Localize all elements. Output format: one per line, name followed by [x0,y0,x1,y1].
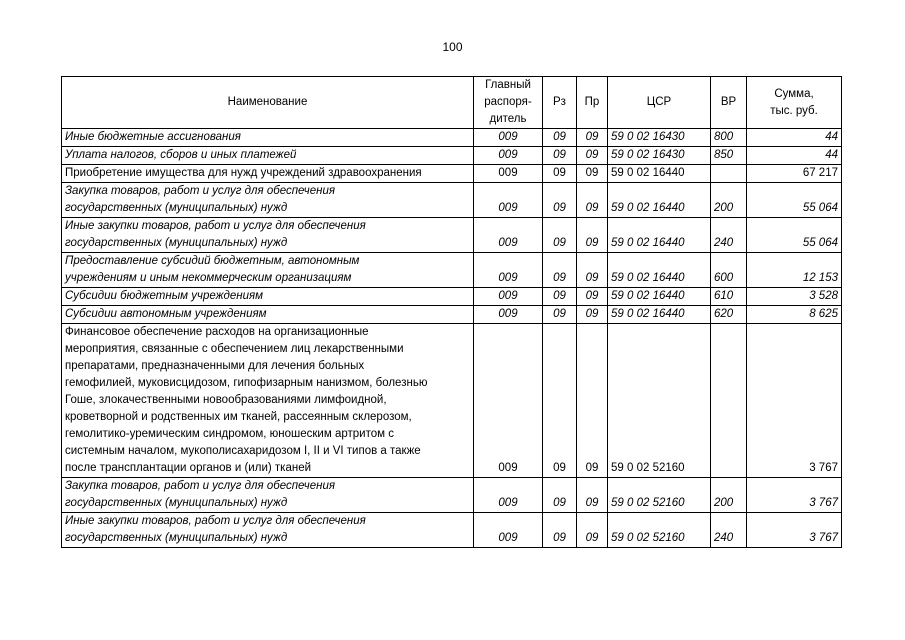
cell-sum: 55 064 [747,183,842,218]
cell-name-line: Закупка товаров, работ и услуг для обеспечения [65,480,336,492]
table-row [62,513,842,548]
cell-name-line: Предоставление субсидий бюджетным, автономным [65,255,360,267]
table-header-row [62,77,842,129]
cell-sum: 3 767 [747,324,842,478]
cell-csr: 59 0 02 52160 [608,478,711,513]
cell-name-line: гемофилией, муковисцидозом, гипофизарным нанизмом, болезнью [65,377,428,389]
table-row [62,218,842,253]
cell-vr: 240 [711,513,747,548]
cell-name [62,513,474,548]
table-row [62,165,842,183]
cell-rz: 09 [543,165,577,183]
table-row [62,129,842,147]
cell-sum: 44 [747,129,842,147]
cell-rz: 09 [543,147,577,165]
cell-csr: 59 0 02 16440 [608,183,711,218]
cell-csr: 59 0 02 16440 [608,165,711,183]
table-row [62,147,842,165]
cell-csr: 59 0 02 16430 [608,147,711,165]
table-row [62,306,842,324]
cell-name-line: Иные закупки товаров, работ и услуг для обеспечения [65,515,366,527]
cell-pr: 09 [577,129,608,147]
cell-pr: 09 [577,253,608,288]
header-glavny-line: Главный [485,79,531,91]
cell-csr: 59 0 02 16440 [608,253,711,288]
cell-rz: 09 [543,513,577,548]
cell-rz: 09 [543,306,577,324]
cell-sum: 55 064 [747,218,842,253]
cell-vr: 600 [711,253,747,288]
cell-vr: 200 [711,183,747,218]
cell-csr: 59 0 02 52160 [608,513,711,548]
cell-csr: 59 0 02 16440 [608,306,711,324]
cell-name-line: Иные бюджетные ассигнования [65,131,241,143]
cell-name [62,218,474,253]
cell-name [62,165,474,183]
cell-name-line: системным началом, мукополисахаридозом I, II и VI типов а также [65,445,421,457]
cell-rz: 09 [543,288,577,306]
cell-csr: 59 0 02 16440 [608,288,711,306]
cell-rz: 09 [543,183,577,218]
cell-name-line: Гоше, злокачественными новообразованиями лимфоидной, [65,394,387,406]
cell-glavny: 009 [474,513,543,548]
cell-vr [711,324,747,478]
cell-pr: 09 [577,324,608,478]
cell-name-line: Уплата налогов, сборов и иных платежей [65,149,297,161]
cell-glavny: 009 [474,147,543,165]
table-row [62,183,842,218]
cell-vr: 850 [711,147,747,165]
cell-rz: 09 [543,253,577,288]
cell-name-line: гемолитико-уремическим синдромом, юношеским артритом с [65,428,394,440]
cell-name-line: Иные закупки товаров, работ и услуг для обеспечения [65,220,366,232]
cell-csr: 59 0 02 16430 [608,129,711,147]
cell-sum: 67 217 [747,165,842,183]
cell-pr: 09 [577,218,608,253]
header-summa-line: Сумма, [774,87,814,100]
header-glavny-line: дитель [489,113,527,125]
header-glavny-line: распоря- [484,96,532,108]
cell-rz: 09 [543,129,577,147]
cell-pr: 09 [577,513,608,548]
cell-name [62,129,474,147]
cell-rz: 09 [543,218,577,253]
table-body [62,129,842,548]
table-row [62,324,842,478]
cell-name [62,324,474,478]
cell-name-line: учреждениям и иным некоммерческим организациям [65,272,352,284]
cell-csr: 59 0 02 16440 [608,218,711,253]
cell-glavny: 009 [474,324,543,478]
cell-glavny: 009 [474,218,543,253]
cell-sum: 44 [747,147,842,165]
cell-name-line: Финансовое обеспечение расходов на организационные [65,326,369,338]
cell-name-line: государственных (муниципальных) нужд [65,237,288,249]
header-vr: ВР [711,77,747,129]
cell-sum: 3 767 [747,478,842,513]
cell-vr: 200 [711,478,747,513]
cell-sum: 3 767 [747,513,842,548]
cell-vr: 240 [711,218,747,253]
header-name: Наименование [62,77,474,129]
cell-csr: 59 0 02 52160 [608,324,711,478]
cell-name [62,183,474,218]
header-summa-line: тыс. руб. [770,104,818,117]
header-pr: Пр [577,77,608,129]
budget-table [61,76,842,548]
cell-name-line: Субсидии автономным учреждениям [65,308,267,320]
header-csr: ЦСР [608,77,711,129]
cell-name [62,147,474,165]
cell-pr: 09 [577,306,608,324]
cell-name-line: государственных (муниципальных) нужд [65,532,288,544]
cell-vr [711,165,747,183]
cell-pr: 09 [577,147,608,165]
cell-name [62,478,474,513]
cell-name [62,288,474,306]
cell-sum: 3 528 [747,288,842,306]
cell-name-line: Приобретение имущества для нужд учреждений здравоохранения [65,167,422,179]
header-rz: Рз [543,77,577,129]
table-row [62,288,842,306]
cell-name-line: препаратами, предназначенными для лечения больных [65,360,365,372]
cell-glavny: 009 [474,165,543,183]
cell-rz: 09 [543,324,577,478]
cell-glavny: 009 [474,288,543,306]
cell-pr: 09 [577,165,608,183]
cell-sum: 8 625 [747,306,842,324]
cell-sum: 12 153 [747,253,842,288]
cell-name [62,253,474,288]
header-summa [747,77,842,129]
cell-rz: 09 [543,478,577,513]
cell-glavny: 009 [474,183,543,218]
header-glavny [474,77,543,129]
cell-name-line: после трансплантации органов и (или) тканей [65,462,312,474]
cell-vr: 800 [711,129,747,147]
cell-name-line: Закупка товаров, работ и услуг для обеспечения [65,185,336,197]
cell-name [62,306,474,324]
cell-glavny: 009 [474,478,543,513]
table-row [62,253,842,288]
cell-glavny: 009 [474,253,543,288]
cell-pr: 09 [577,288,608,306]
cell-name-line: кроветворной и родственных им тканей, рассеянным склерозом, [65,411,412,423]
cell-name-line: мероприятия, связанные с обеспечением лиц лекарственными [65,343,404,355]
table-row [62,478,842,513]
cell-glavny: 009 [474,306,543,324]
cell-pr: 09 [577,183,608,218]
cell-glavny: 009 [474,129,543,147]
cell-name-line: государственных (муниципальных) нужд [65,202,288,214]
cell-pr: 09 [577,478,608,513]
cell-name-line: государственных (муниципальных) нужд [65,497,288,509]
page-number: 100 [442,40,463,54]
cell-vr: 620 [711,306,747,324]
cell-vr: 610 [711,288,747,306]
cell-name-line: Субсидии бюджетным учреждениям [65,290,264,302]
